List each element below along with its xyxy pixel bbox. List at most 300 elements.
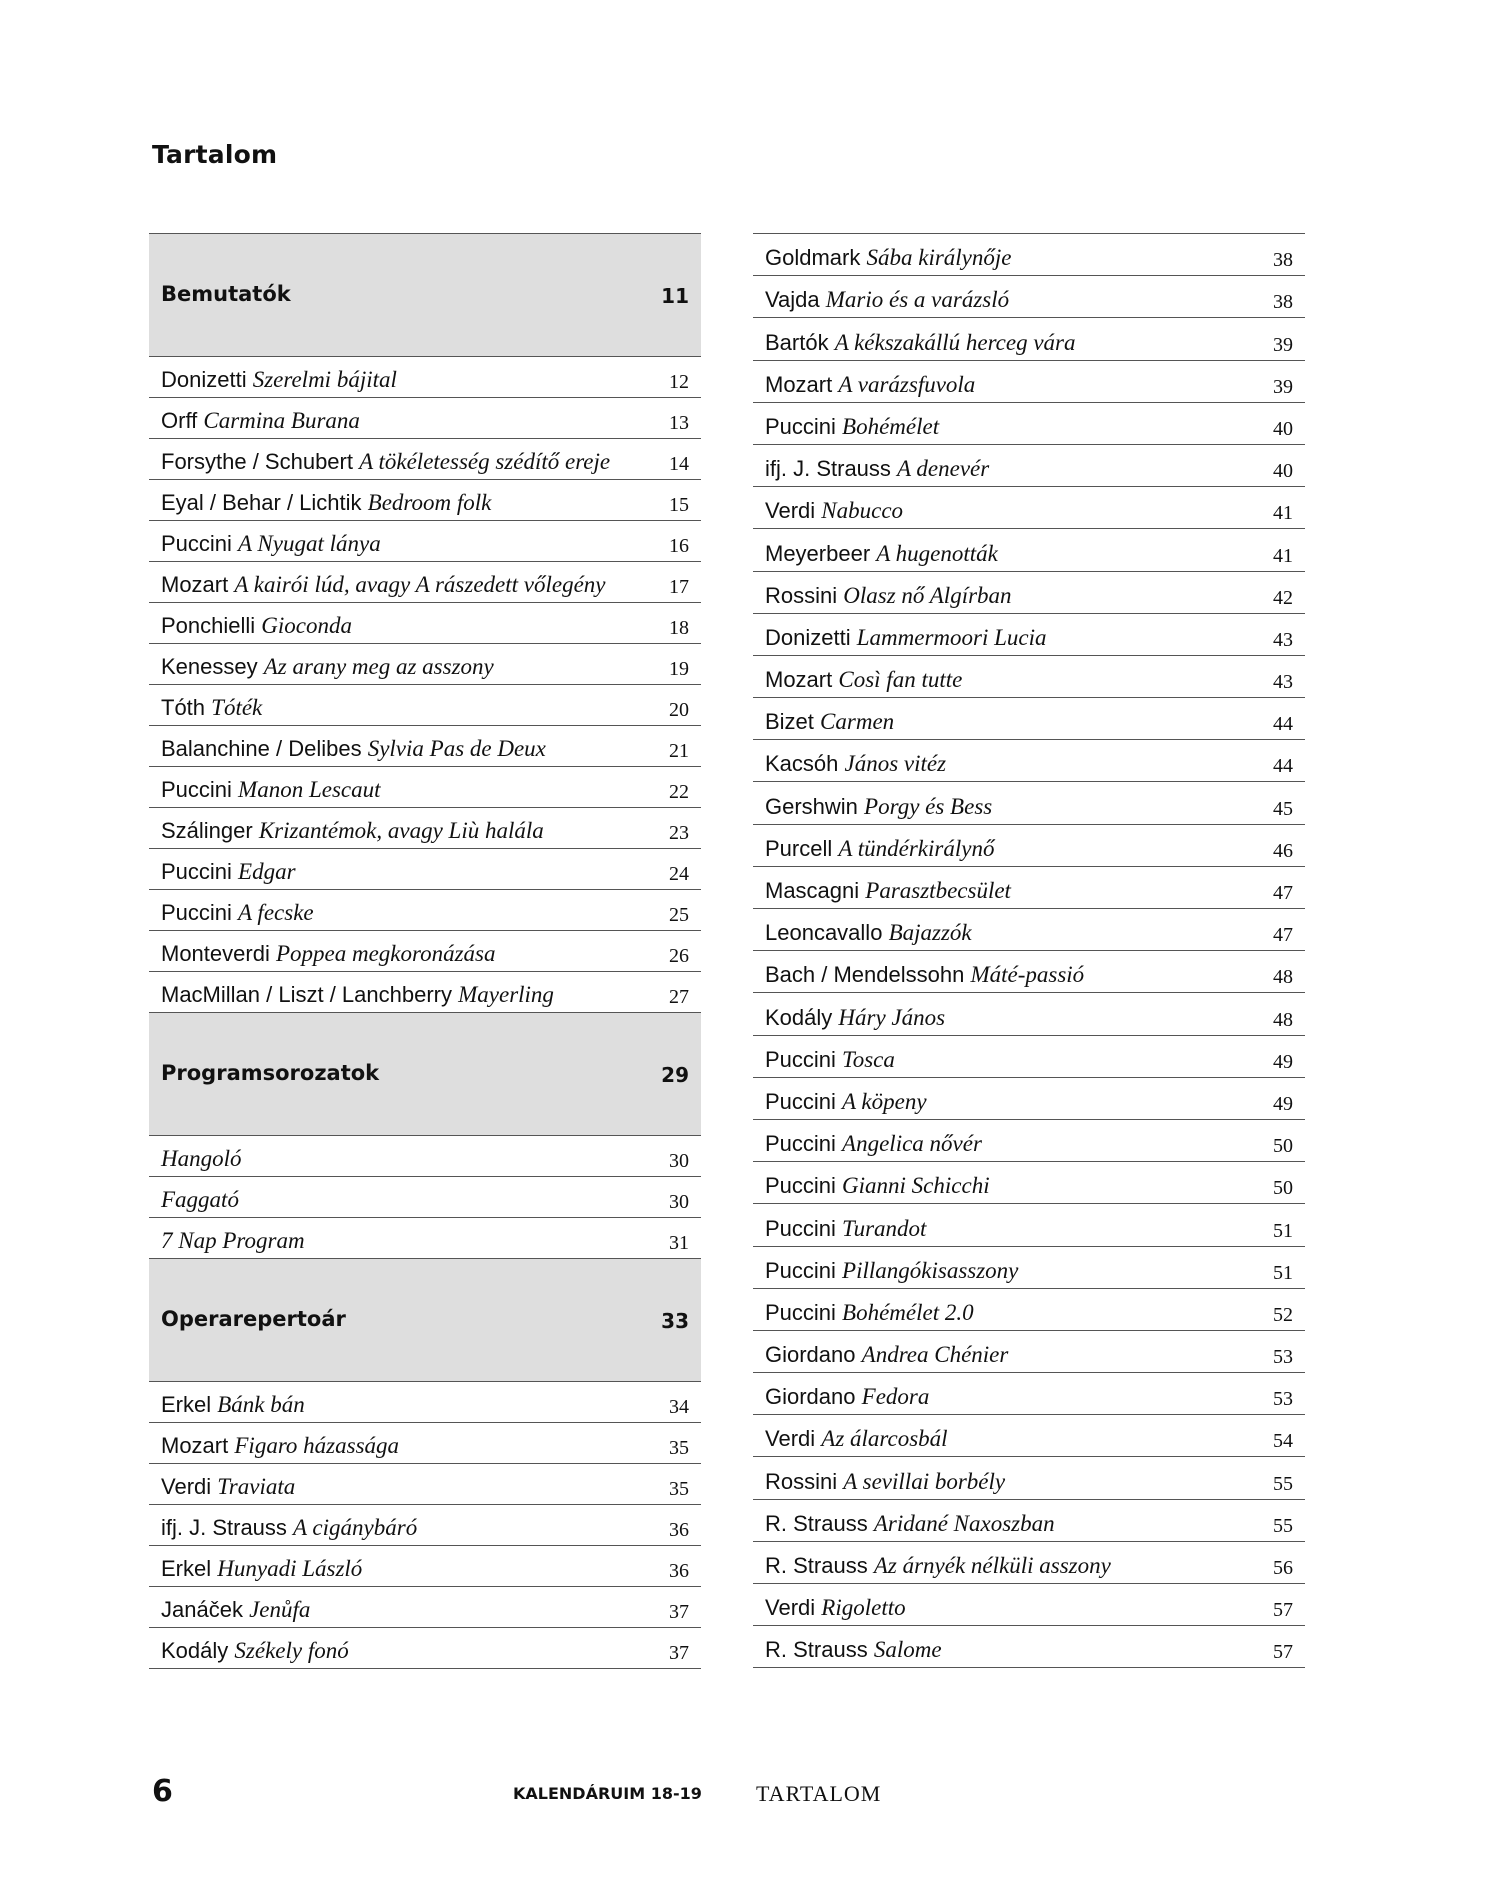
entry-composer: Puccini [161, 777, 232, 802]
entry-composer: Puccini [161, 900, 232, 925]
entry-text [161, 982, 554, 1008]
toc-entry[interactable] [753, 1415, 1305, 1457]
toc-entry[interactable] [753, 1036, 1305, 1078]
entry-text [765, 1173, 990, 1199]
toc-entry[interactable] [149, 1546, 701, 1587]
entry-work-title: A Nyugat lánya [238, 531, 381, 556]
entry-text [765, 1553, 1111, 1579]
entry-composer: Bartók [765, 329, 829, 355]
entry-page-number: 38 [1273, 249, 1293, 272]
entry-work-title: Az álarcosbál [821, 1426, 948, 1452]
entry-page-number: 35 [669, 1478, 689, 1500]
entry-page-number: 42 [1273, 586, 1293, 609]
toc-entry[interactable] [149, 972, 701, 1013]
entry-text [765, 1637, 942, 1663]
entry-page-number: 44 [1273, 755, 1293, 778]
entry-composer: Janáček [161, 1597, 243, 1622]
entry-work-title: A hugenották [876, 540, 998, 566]
entry-page-number: 44 [1273, 713, 1293, 736]
entry-text [765, 1047, 895, 1073]
entry-composer: Puccini [765, 1257, 836, 1283]
entry-page-number: 56 [1273, 1557, 1293, 1579]
entry-work-title: Szerelmi bájital [252, 367, 397, 392]
entry-work-title: János vitéz [844, 751, 947, 777]
entry-composer: Ponchielli [161, 613, 256, 638]
entry-page-number: 48 [1273, 966, 1293, 989]
toc-entry[interactable] [753, 1289, 1305, 1331]
entry-composer: Eyal / Behar / Lichtik [161, 490, 362, 515]
entry-work-title: Mayerling [458, 982, 554, 1007]
entry-text [765, 878, 1011, 904]
entry-page-number: 24 [669, 863, 689, 885]
entry-text [765, 541, 998, 567]
entry-work-title: Olasz nő Algírban [843, 582, 1012, 608]
entry-page-number: 49 [1273, 1092, 1293, 1115]
entry-text [765, 1216, 926, 1242]
entry-composer: Tóth [161, 695, 206, 720]
toc-section-header[interactable] [149, 1013, 701, 1136]
entry-composer: R. Strauss [765, 1637, 868, 1663]
entry-page-number: 51 [1273, 1261, 1293, 1284]
entry-page-number: 13 [669, 412, 689, 434]
entry-page-number: 39 [1273, 333, 1293, 356]
toc-entry[interactable] [753, 361, 1305, 403]
toc-section-header[interactable] [149, 234, 701, 357]
entry-work-title: Così fan tutte [838, 667, 963, 693]
section-page-number: 11 [661, 284, 689, 308]
entry-composer: Puccini [765, 1046, 836, 1072]
entry-text [161, 613, 352, 639]
entry-work-title: Bánk bán [217, 1392, 305, 1417]
toc-entry[interactable] [149, 767, 701, 808]
entry-work-title: Háry János [838, 1004, 946, 1030]
entry-composer: Puccini [765, 413, 836, 439]
entry-composer: Donizetti [161, 367, 247, 392]
toc-entry[interactable] [753, 782, 1305, 824]
toc-entry[interactable] [753, 740, 1305, 782]
entry-text [765, 625, 1046, 651]
toc-entry[interactable] [149, 1382, 701, 1423]
toc-entry[interactable] [753, 825, 1305, 867]
entry-page-number: 48 [1273, 1008, 1293, 1031]
section-page-number: 29 [661, 1063, 689, 1087]
entry-work-title: Faggató [161, 1187, 239, 1212]
entry-text [161, 818, 544, 844]
toc-entry[interactable] [753, 572, 1305, 614]
entry-composer: Goldmark [765, 245, 861, 271]
toc-entry[interactable] [753, 951, 1305, 993]
entry-work-title: Andrea Chénier [861, 1342, 1009, 1368]
entry-text [765, 498, 903, 524]
entry-text [161, 1515, 417, 1541]
toc-entry[interactable] [149, 644, 701, 685]
entry-composer: Verdi [161, 1474, 212, 1499]
entry-text [161, 1638, 349, 1664]
entry-text [765, 1005, 945, 1031]
footer-section-name: TARTALOM [756, 1781, 882, 1806]
entry-text [765, 372, 975, 398]
entry-composer: Giordano [765, 1384, 856, 1410]
toc-entry[interactable] [753, 318, 1305, 360]
entry-text [161, 408, 360, 434]
toc-entry[interactable] [149, 1587, 701, 1628]
entry-text [765, 287, 1009, 313]
entry-composer: Kodály [161, 1638, 229, 1663]
entry-composer: Puccini [765, 1215, 836, 1241]
entry-text [765, 1089, 927, 1115]
entry-composer: Gershwin [765, 793, 858, 819]
entry-page-number: 27 [669, 986, 689, 1008]
entry-page-number: 14 [669, 453, 689, 475]
entry-page-number: 37 [669, 1642, 689, 1664]
entry-composer: Forsythe / Schubert [161, 449, 353, 474]
entry-work-title: Pillangókisasszony [842, 1257, 1019, 1283]
entry-page-number: 47 [1273, 924, 1293, 947]
entry-composer: Puccini [765, 1131, 836, 1157]
entry-page-number: 30 [669, 1150, 689, 1172]
toc-entry[interactable] [149, 562, 701, 603]
entry-work-title: A varázsfuvola [838, 371, 976, 397]
toc-entry[interactable] [753, 1542, 1305, 1584]
toc-entry[interactable] [753, 1120, 1305, 1162]
entry-text [161, 1556, 362, 1582]
toc-entry[interactable] [149, 603, 701, 644]
toc-entry[interactable] [753, 529, 1305, 571]
entry-page-number: 45 [1273, 797, 1293, 820]
entry-composer: Puccini [161, 859, 232, 884]
entry-work-title: Bohémélet 2.0 [842, 1299, 974, 1325]
toc-entry[interactable] [149, 890, 701, 931]
entry-text [161, 1228, 305, 1254]
entry-page-number: 46 [1273, 839, 1293, 862]
entry-composer: Mozart [161, 1433, 229, 1458]
entry-composer: Kacsóh [765, 751, 839, 777]
entry-work-title: A sevillai borbély [843, 1468, 1006, 1494]
entry-text [765, 962, 1084, 988]
entry-work-title: Bohémélet [842, 413, 940, 439]
entry-text [161, 777, 381, 803]
entry-work-title: Nabucco [821, 498, 904, 524]
section-title: Bemutatók [161, 282, 291, 306]
entry-text [161, 367, 397, 393]
toc-entry[interactable] [149, 1218, 701, 1259]
entry-page-number: 34 [669, 1396, 689, 1418]
entry-text [765, 1342, 1008, 1368]
entry-work-title: Angelica nővér [842, 1131, 982, 1157]
entry-composer: Donizetti [765, 624, 851, 650]
section-title: Programsorozatok [161, 1061, 380, 1085]
toc-entry[interactable] [149, 480, 701, 521]
entry-work-title: A tökéletesség szédítő ereje [359, 449, 611, 474]
toc-entry[interactable] [753, 487, 1305, 529]
toc-entry[interactable] [753, 656, 1305, 698]
toc-entry[interactable] [149, 357, 701, 398]
entry-work-title: A kékszakállú herceg vára [834, 329, 1076, 355]
entry-composer: Purcell [765, 835, 833, 861]
entry-text [765, 1300, 974, 1326]
entry-work-title: Az arany meg az asszony [263, 654, 494, 679]
toc-entry[interactable] [149, 398, 701, 439]
entry-page-number: 50 [1273, 1135, 1293, 1158]
entry-page-number: 40 [1273, 417, 1293, 440]
toc-entry[interactable] [753, 403, 1305, 445]
toc-entry[interactable] [753, 993, 1305, 1035]
entry-text [765, 1426, 948, 1452]
entry-composer: Mozart [765, 667, 833, 693]
entry-page-number: 15 [669, 494, 689, 516]
entry-text [161, 449, 610, 475]
toc-entry[interactable] [753, 1584, 1305, 1626]
entry-page-number: 43 [1273, 628, 1293, 651]
entry-text [765, 751, 946, 777]
entry-composer: ifj. J. Strauss [161, 1515, 287, 1540]
entry-text [161, 1433, 399, 1459]
entry-work-title: Bedroom folk [367, 490, 492, 515]
entry-text [161, 736, 546, 762]
entry-text [161, 531, 381, 557]
entry-work-title: Figaro házassága [234, 1433, 400, 1458]
entry-work-title: Sylvia Pas de Deux [367, 736, 546, 761]
entry-composer: Szálinger [161, 818, 253, 843]
entry-work-title: A cigánybáró [293, 1515, 418, 1540]
toc-entry[interactable] [149, 849, 701, 890]
entry-page-number: 41 [1273, 544, 1293, 567]
entry-composer: Orff [161, 408, 198, 433]
entry-composer: Puccini [765, 1173, 836, 1199]
entry-page-number: 53 [1273, 1346, 1293, 1369]
entry-text [765, 330, 1076, 356]
entry-text [765, 414, 939, 440]
entry-composer: Monteverdi [161, 941, 270, 966]
entry-page-number: 12 [669, 371, 689, 393]
entry-composer: Rossini [765, 1468, 838, 1494]
entry-page-number: 55 [1273, 1472, 1293, 1495]
toc-entry[interactable] [149, 1628, 701, 1669]
entry-page-number: 39 [1273, 375, 1293, 398]
entry-text [161, 1146, 242, 1172]
entry-composer: Vajda [765, 287, 820, 313]
entry-composer: Puccini [161, 531, 232, 556]
entry-page-number: 52 [1273, 1303, 1293, 1326]
entry-work-title: Porgy és Bess [864, 793, 993, 819]
toc-entry[interactable] [149, 1136, 701, 1177]
entry-work-title: A kairói lúd, avagy A rászedett vőlegény [234, 572, 606, 597]
entry-work-title: Carmina Burana [203, 408, 360, 433]
toc-entry[interactable] [753, 276, 1305, 318]
toc-entry[interactable] [753, 1331, 1305, 1373]
toc-entry[interactable] [753, 1247, 1305, 1289]
entry-page-number: 53 [1273, 1388, 1293, 1411]
entry-work-title: Máté-passió [970, 962, 1085, 988]
entry-work-title: Bajazzók [888, 920, 972, 946]
entry-text [765, 1131, 982, 1157]
entry-text [161, 695, 262, 721]
toc-entry[interactable] [149, 521, 701, 562]
entry-text [765, 836, 994, 862]
entry-composer: Balanchine / Delibes [161, 736, 362, 761]
entry-text [161, 859, 296, 885]
toc-left-column [149, 233, 701, 1669]
entry-composer: Kodály [765, 1004, 833, 1030]
entry-page-number: 25 [669, 904, 689, 926]
entry-work-title: Traviata [217, 1474, 296, 1499]
entry-work-title: A fecske [238, 900, 314, 925]
entry-work-title: Hangoló [161, 1146, 242, 1171]
entry-page-number: 55 [1273, 1514, 1293, 1537]
toc-entry[interactable] [753, 867, 1305, 909]
entry-composer: Mozart [765, 371, 833, 397]
entry-composer: Meyerbeer [765, 540, 871, 566]
entry-page-number: 18 [669, 617, 689, 639]
toc-entry[interactable] [149, 685, 701, 726]
entry-text [161, 1392, 305, 1418]
page-title: Tartalom [152, 140, 278, 169]
entry-work-title: Poppea megkoronázása [275, 941, 496, 966]
toc-entry[interactable] [149, 1505, 701, 1546]
toc-section-header[interactable] [149, 1259, 701, 1382]
entry-text [765, 456, 989, 482]
entry-work-title: Aridané Naxoszban [873, 1510, 1055, 1536]
toc-entry[interactable] [753, 1626, 1305, 1668]
toc-entry[interactable] [753, 1204, 1305, 1246]
entry-work-title: 7 Nap Program [161, 1228, 305, 1253]
entry-composer: Verdi [765, 1426, 816, 1452]
toc-entry[interactable] [149, 1177, 701, 1218]
entry-composer: MacMillan / Liszt / Lanchberry [161, 982, 452, 1007]
footer-publication: KALENDÁRUIM 18-19 [513, 1784, 702, 1803]
entry-page-number: 23 [669, 822, 689, 844]
entry-work-title: Székely fonó [234, 1638, 349, 1663]
toc-entry[interactable] [753, 234, 1305, 276]
entry-composer: Bach / Mendelssohn [765, 962, 965, 988]
entry-composer: Mozart [161, 572, 229, 597]
entry-work-title: A denevér [897, 456, 990, 482]
entry-page-number: 41 [1273, 502, 1293, 525]
entry-composer: Puccini [765, 1299, 836, 1325]
entry-page-number: 57 [1273, 1599, 1293, 1622]
entry-text [161, 1597, 310, 1623]
entry-text [765, 794, 992, 820]
entry-work-title: Mario és a varázsló [825, 287, 1010, 313]
footer-page-number: 6 [152, 1774, 173, 1809]
entry-page-number: 37 [669, 1601, 689, 1623]
entry-work-title: Manon Lescaut [238, 777, 381, 802]
entry-text [765, 709, 894, 735]
entry-work-title: Hunyadi László [217, 1556, 363, 1581]
entry-text [161, 654, 494, 680]
entry-text [161, 572, 606, 598]
entry-text [161, 900, 314, 926]
toc-entry[interactable] [753, 614, 1305, 656]
entry-text [161, 1474, 295, 1500]
entry-composer: Bizet [765, 709, 814, 735]
toc-entry[interactable] [149, 439, 701, 480]
entry-page-number: 50 [1273, 1177, 1293, 1200]
toc-entry[interactable] [149, 726, 701, 767]
toc-entry[interactable] [149, 1423, 701, 1464]
entry-page-number: 57 [1273, 1641, 1293, 1664]
entry-composer: Erkel [161, 1556, 212, 1581]
entry-composer: Mascagni [765, 878, 860, 903]
section-title: Operarepertoár [161, 1307, 346, 1331]
entry-composer: Erkel [161, 1392, 212, 1417]
entry-text [765, 1258, 1018, 1284]
entry-composer: Giordano [765, 1342, 856, 1368]
section-page-number: 33 [661, 1309, 689, 1333]
entry-text [161, 1187, 239, 1213]
entry-composer: Puccini [765, 1088, 836, 1114]
entry-page-number: 40 [1273, 460, 1293, 483]
entry-work-title: A tündérkirálynő [838, 835, 995, 861]
toc-entry[interactable] [753, 909, 1305, 951]
entry-work-title: Rigoletto [821, 1595, 906, 1621]
entry-text [765, 1595, 906, 1621]
entry-page-number: 43 [1273, 671, 1293, 694]
entry-text [765, 1384, 929, 1410]
toc-entry[interactable] [753, 1457, 1305, 1499]
entry-composer: Verdi [765, 498, 816, 524]
entry-work-title: Turandot [842, 1215, 927, 1241]
toc-entry[interactable] [149, 1464, 701, 1505]
entry-work-title: Gianni Schicchi [842, 1173, 990, 1199]
entry-work-title: Salome [873, 1637, 942, 1663]
toc-entry[interactable] [753, 1078, 1305, 1120]
entry-text [765, 245, 1011, 271]
entry-work-title: Krizantémok, avagy Liù halála [258, 818, 544, 843]
entry-work-title: Tóték [211, 695, 263, 720]
entry-work-title: Edgar [238, 859, 296, 884]
entry-text [765, 583, 1012, 609]
entry-composer: ifj. J. Strauss [765, 456, 891, 482]
toc-entry[interactable] [149, 931, 701, 972]
entry-page-number: 36 [669, 1519, 689, 1541]
entry-text [161, 941, 496, 967]
entry-composer: Rossini [765, 582, 838, 608]
entry-text [765, 667, 962, 693]
entry-work-title: Az árnyék nélküli asszony [873, 1553, 1111, 1578]
entry-work-title: Carmen [820, 709, 895, 735]
toc-entry[interactable] [753, 1373, 1305, 1415]
entry-composer: Kenessey [161, 654, 258, 679]
entry-page-number: 54 [1273, 1430, 1293, 1453]
entry-page-number: 22 [669, 781, 689, 803]
entry-work-title: Lammermoori Lucia [856, 624, 1047, 650]
entry-page-number: 16 [669, 535, 689, 557]
entry-page-number: 20 [669, 699, 689, 721]
entry-composer: Leoncavallo [765, 920, 883, 946]
toc-entry[interactable] [753, 698, 1305, 740]
toc-entry[interactable] [149, 808, 701, 849]
entry-page-number: 47 [1273, 882, 1293, 904]
entry-work-title: Fedora [861, 1384, 930, 1410]
entry-page-number: 38 [1273, 291, 1293, 314]
entry-work-title: Parasztbecsület [865, 878, 1011, 903]
toc-entry[interactable] [753, 1500, 1305, 1542]
entry-work-title: Sába királynője [866, 245, 1012, 271]
entry-text [765, 920, 972, 946]
entry-composer: R. Strauss [765, 1553, 868, 1578]
entry-composer: R. Strauss [765, 1510, 868, 1536]
toc-entry[interactable] [753, 445, 1305, 487]
entry-page-number: 36 [669, 1560, 689, 1582]
entry-page-number: 49 [1273, 1050, 1293, 1073]
entry-page-number: 26 [669, 945, 689, 967]
entry-page-number: 31 [669, 1232, 689, 1254]
entry-page-number: 17 [669, 576, 689, 598]
entry-page-number: 19 [669, 658, 689, 680]
toc-right-column [753, 233, 1305, 1668]
toc-entry[interactable] [753, 1162, 1305, 1204]
